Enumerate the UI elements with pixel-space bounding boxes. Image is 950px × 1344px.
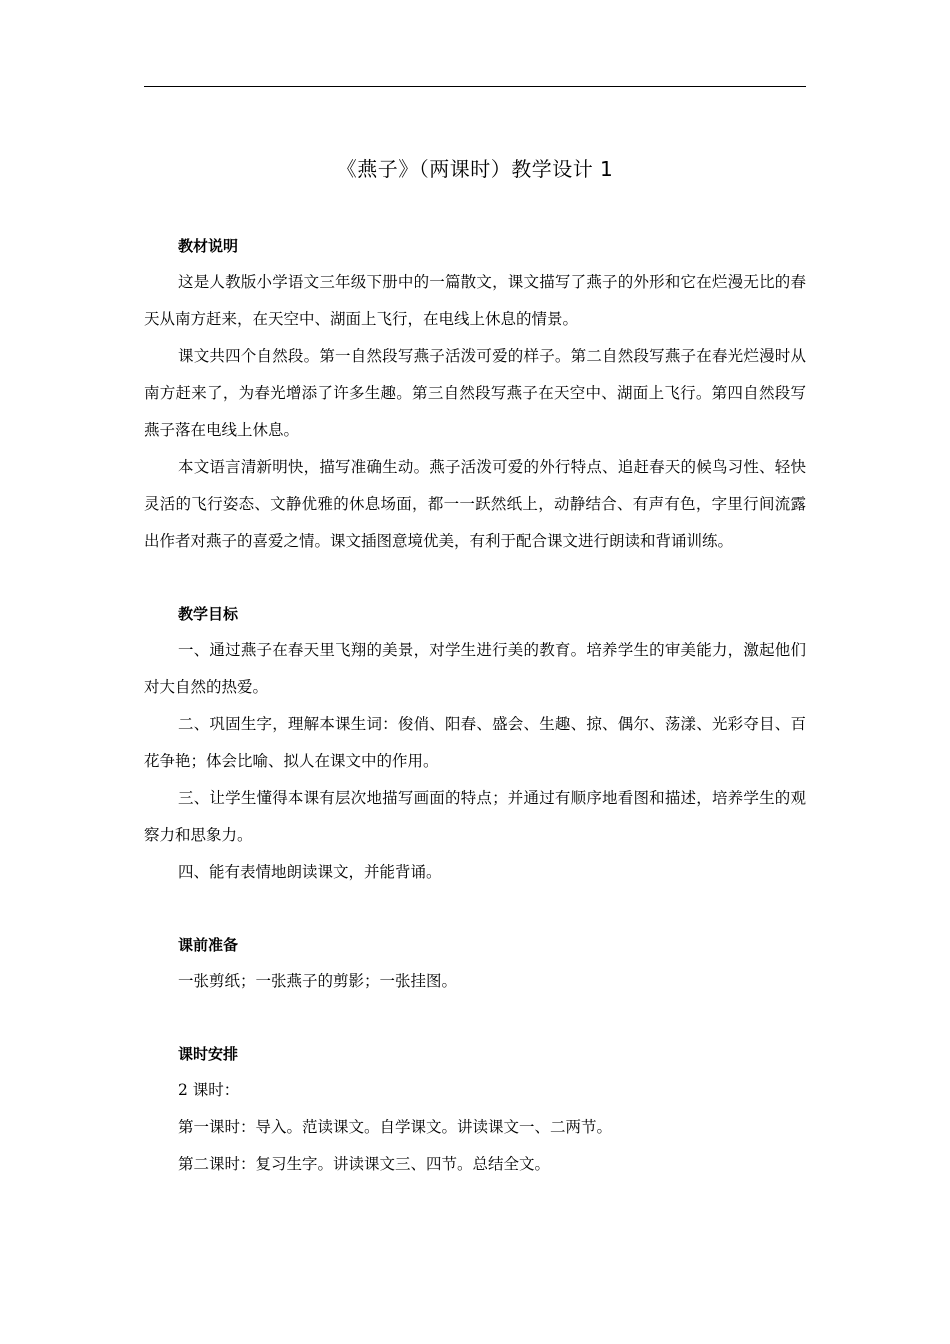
section-heading: 课时安排 xyxy=(178,1045,239,1063)
paragraph: 二、巩固生字，理解本课生词：俊俏、阳春、盛会、生趣、掠、偶尔、荡漾、光彩夺目、百花争艳；体会比喻、拟人在课文中的作用。 xyxy=(144,715,806,770)
paragraph: 这是人教版小学语文三年级下册中的一篇散文，课文描写了燕子的外形和它在烂漫无比的春天从南方赶来，在天空中、湖面上飞行，在电线上休息的情景。 xyxy=(144,273,806,328)
section-heading: 教材说明 xyxy=(178,237,239,255)
section-schedule xyxy=(144,1040,806,1183)
section-heading: 课前准备 xyxy=(178,936,239,954)
section-objectives xyxy=(144,600,806,891)
paragraph: 本文语言清新明快，描写准确生动。燕子活泼可爱的外行特点、追赶春天的候鸟习性、轻快灵活的飞行姿态、文静优雅的休息场面，都一一跃然纸上，动静结合、有声有色，字里行间流露出作者对燕子的喜爱之情。课文插图意境优美，有利于配合课文进行朗读和背诵训练。 xyxy=(144,458,806,550)
section-preparation xyxy=(144,931,806,1000)
paragraph: 三、让学生懂得本课有层次地描写画面的特点；并通过有顺序地看图和描述，培养学生的观察力和思象力。 xyxy=(144,789,806,844)
document-title: 《燕子》（两课时）教学设计 1 xyxy=(336,157,614,181)
text-line: 一张剪纸；一张燕子的剪影；一张挂图。 xyxy=(178,972,458,990)
header-rule xyxy=(144,86,806,87)
text-line: 第一课时：导入。范读课文。自学课文。讲读课文一、二两节。 xyxy=(178,1118,613,1136)
text-line: 2 课时： xyxy=(178,1081,240,1099)
section-materials xyxy=(144,232,806,560)
document-body xyxy=(144,232,806,1183)
paragraph: 课文共四个自然段。第一自然段写燕子活泼可爱的样子。第二自然段写燕子在春光烂漫时从南方赶来了，为春光增添了许多生趣。第三自然段写燕子在天空中、湖面上飞行。第四自然段写燕子落在电线上休息。 xyxy=(144,347,806,439)
paragraph: 四、能有表情地朗读课文，并能背诵。 xyxy=(178,863,442,881)
text-line: 第二课时：复习生字。讲读课文三、四节。总结全文。 xyxy=(178,1155,551,1173)
section-heading: 教学目标 xyxy=(178,605,239,623)
paragraph: 一、通过燕子在春天里飞翔的美景，对学生进行美的教育。培养学生的审美能力，激起他们对大自然的热爱。 xyxy=(144,641,806,696)
